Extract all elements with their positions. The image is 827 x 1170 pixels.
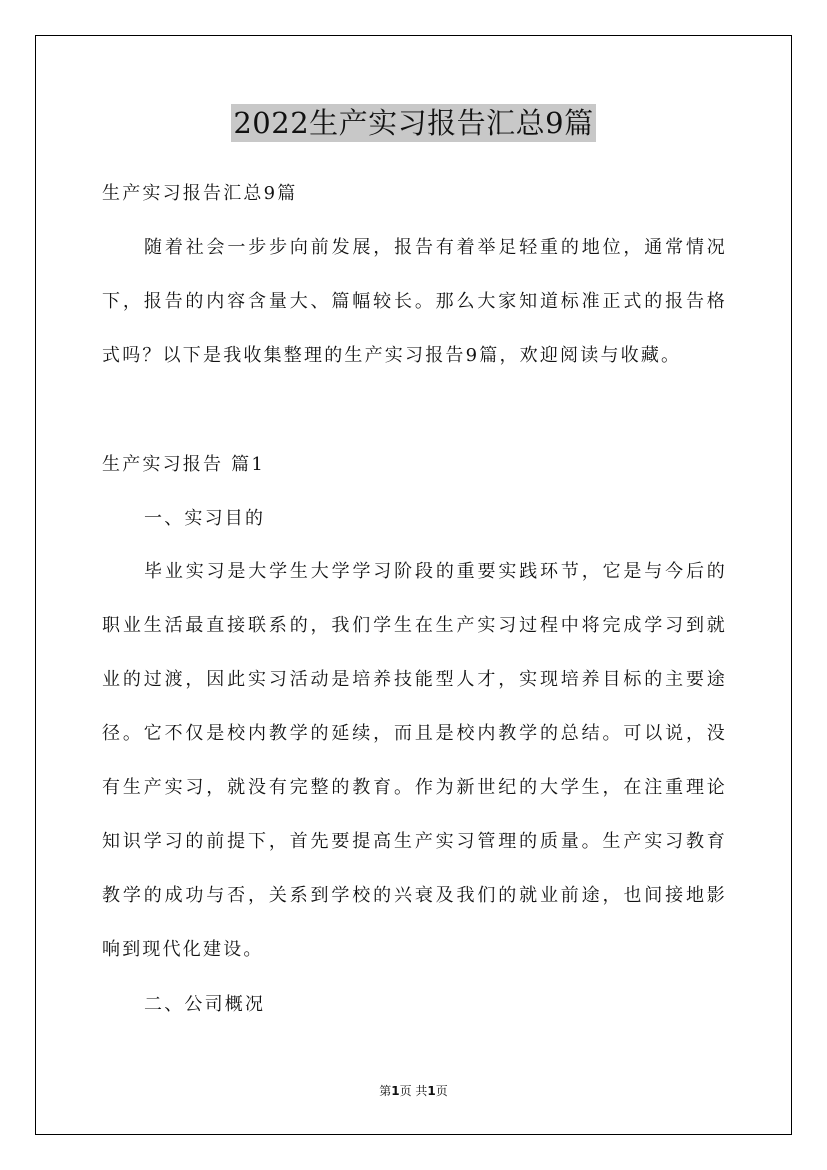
document-title [0,103,827,142]
section-heading: 生产实习报告 篇1 [102,454,265,475]
footer-page-number: 1 [391,1084,400,1098]
intro-paragraph: 随着社会一步步向前发展，报告有着举足轻重的地位，通常情况下，报告的内容含量大、篇幅较长。那么大家知道标准正式的报告格式吗？以下是我收集整理的生产实习报告9篇，欢迎阅读与收藏。 [102,237,727,366]
purpose-paragraph: 毕业实习是大学生大学学习阶段的重要实践环节，它是与今后的职业生活最直接联系的，我们学生在生产实习过程中将完成学习到就业的过渡，因此实习活动是培养技能型人才，实现培养目标的主要途径。它不仅是校内教学的延续，而且是校内教学的总结。可以说，没有生产实习，就没有完整的教育。作为新世纪的大学生，在注重理论知识学习的前提下，首先要提高生产实习管理的质量。生产实习教育教学的成功与否，关系到学校的兴衰及我们的就业前途，也间接地影响到现代化建设。 [102,561,727,960]
page-footer [0,1083,827,1099]
subsection-heading-company: 二、公司概况 [144,994,266,1015]
footer-suffix: 页 [435,1084,448,1098]
footer-prefix: 第 [379,1084,392,1098]
subsection-heading-purpose: 一、实习目的 [144,508,266,529]
footer-page-total: 1 [427,1084,436,1098]
document-title-text: 2022生产实习报告汇总9篇 [233,106,594,140]
document-subtitle: 生产实习报告汇总9篇 [102,183,298,204]
footer-middle: 页 共 [399,1084,428,1098]
